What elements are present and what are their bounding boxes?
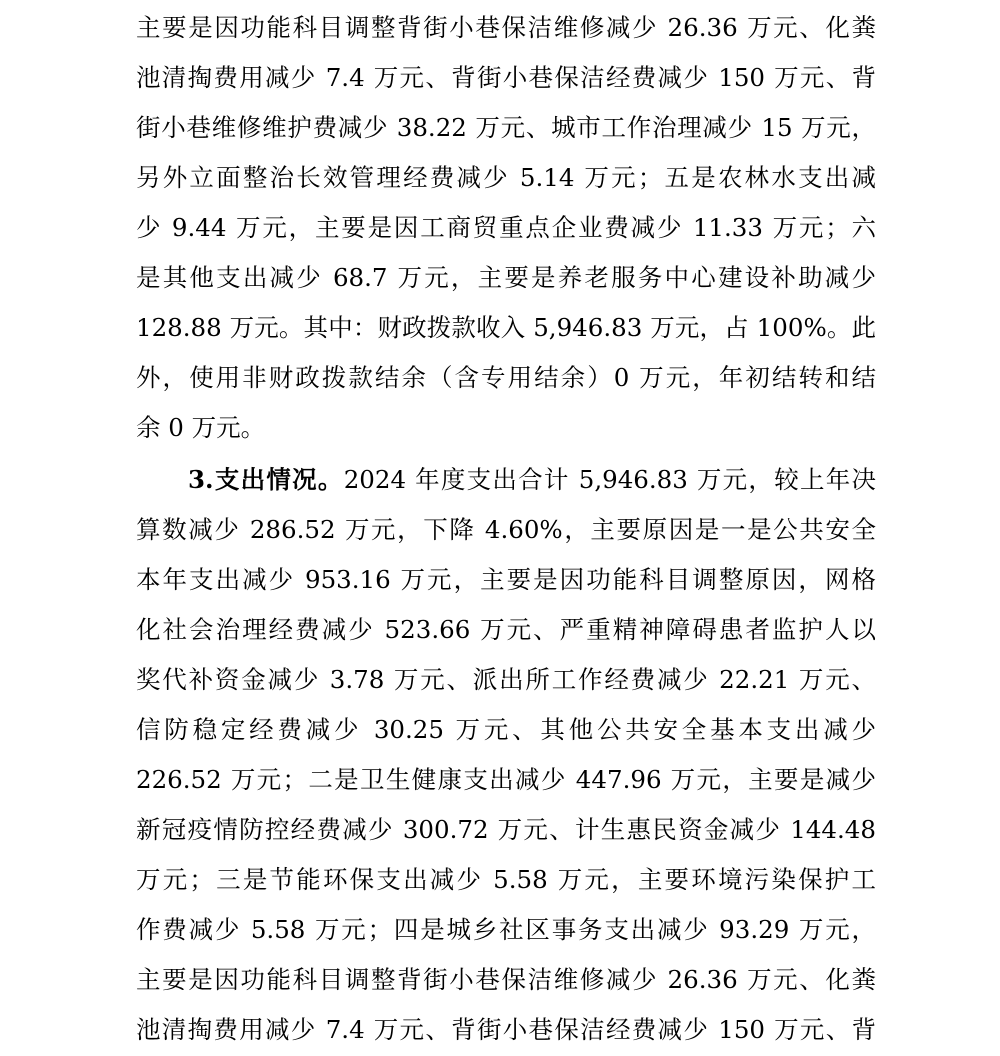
paragraph-line: 是其他支出减少 68.7 万元，主要是养老服务中心建设补助减少 <box>136 263 876 292</box>
paragraph-line: 信防稳定经费减少 30.25 万元、其他公共安全基本支出减少 <box>136 715 876 744</box>
paragraph-line: 池清掏费用减少 7.4 万元、背街小巷保洁经费减少 150 万元、背 <box>136 63 876 92</box>
paragraph-line: 226.52 万元；二是卫生健康支出减少 447.96 万元，主要是减少 <box>136 765 876 794</box>
paragraph-line: 128.88 万元。其中：财政拨款收入 5,946.83 万元，占 100%。此 <box>136 313 876 342</box>
section-3-first-line-text: 2024 年度支出合计 5,946.83 万元，较上年决 <box>343 465 876 494</box>
paragraph-line: 算数减少 286.52 万元，下降 4.60%，主要原因是一是公共安全 <box>136 515 876 544</box>
paragraph-line: 新冠疫情防控经费减少 300.72 万元、计生惠民资金减少 144.48 <box>136 815 876 844</box>
paragraph-line: 主要是因功能科目调整背街小巷保洁维修减少 26.36 万元、化粪 <box>136 13 876 42</box>
paragraph-line: 本年支出减少 953.16 万元，主要是因功能科目调整原因，网格 <box>136 565 876 594</box>
paragraph-line: 万元；三是节能环保支出减少 5.58 万元，主要环境污染保护工 <box>136 865 876 894</box>
paragraph-line: 作费减少 5.58 万元；四是城乡社区事务支出减少 93.29 万元， <box>136 915 876 944</box>
paragraph-line: 街小巷维修维护费减少 38.22 万元、城市工作治理减少 15 万元， <box>136 113 876 142</box>
paragraph-line: 另外立面整治长效管理经费减少 5.14 万元；五是农林水支出减 <box>136 163 876 192</box>
section-heading: 3.支出情况。 <box>188 465 344 494</box>
paragraph-line: 化社会治理经费减少 523.66 万元、严重精神障碍患者监护人以 <box>136 615 876 644</box>
paragraph-line: 余 0 万元。 <box>136 413 266 442</box>
paragraph-line: 外，使用非财政拨款结余（含专用结余）0 万元，年初结转和结 <box>136 363 876 392</box>
paragraph-line: 池清掏费用减少 7.4 万元、背街小巷保洁经费减少 150 万元、背 <box>136 1015 876 1044</box>
paragraph-line: 奖代补资金减少 3.78 万元、派出所工作经费减少 22.21 万元、 <box>136 665 876 694</box>
paragraph-line: 主要是因功能科目调整背街小巷保洁维修减少 26.36 万元、化粪 <box>136 965 876 994</box>
paragraph-line: 少 9.44 万元，主要是因工商贸重点企业费减少 11.33 万元；六 <box>136 213 876 242</box>
section-3-first-line <box>188 455 876 505</box>
